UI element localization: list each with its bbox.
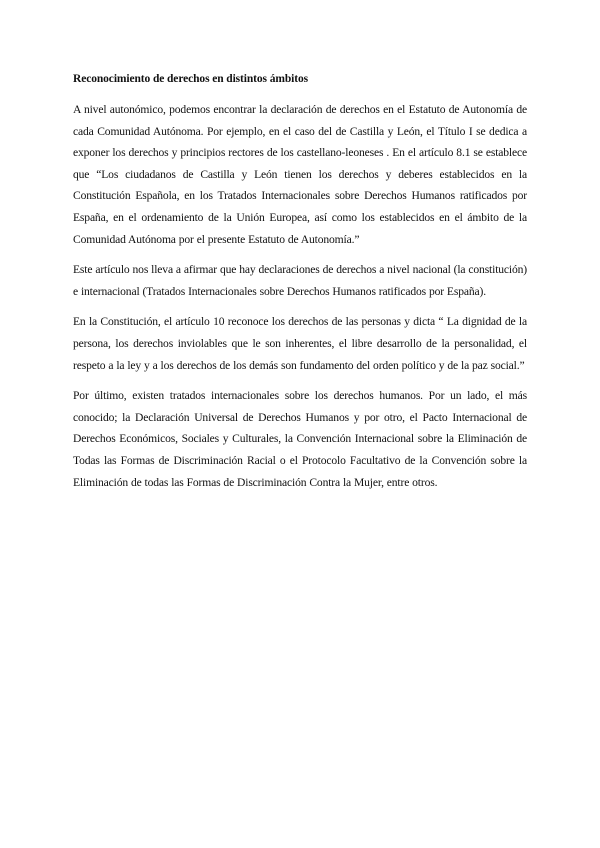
section-heading: Reconocimiento de derechos en distintos ámbitos [73,73,308,85]
paragraph-constitution: En la Constitución, el artículo 10 reconoce los derechos de las personas y dicta “ La dignidad de la persona, los derechos inviolables que le son inherentes, el libre desarrollo de la personalidad, el respeto a la ley y a los derechos de los demás son fundamento del orden político y de la paz social.” [73,315,527,372]
paragraph-treaties: Por último, existen tratados internacionales sobre los derechos humanos. Por un lado, el más conocido; la Declaración Universal de Derechos Humanos y por otro, el Pacto Internacional de Derechos Económicos, Sociales y Culturales, la Convención Internacional sobre la Eliminación de Todas las Formas de Discriminación Racial o el Protocolo Facultativo de la Convención sobre la Eliminación de todas las Formas de Discriminación Contra la Mujer, entre otros. [73,389,527,489]
document-body [73,71,527,502]
paragraph-national-international: Este artículo nos lleva a afirmar que hay declaraciones de derechos a nivel nacional (la constitución) e internacional (Tratados Internacionales sobre Derechos Humanos ratificados por España). [73,263,527,298]
paragraph-autonomic: A nivel autonómico, podemos encontrar la declaración de derechos en el Estatuto de Autonomía de cada Comunidad Autónoma. Por ejemplo, en el caso del de Castilla y León, el Título I se dedica a exponer los derechos y principios rectores de los castellano-leoneses . En el artículo 8.1 se establece que “Los ciudadanos de Castilla y León tienen los derechos y deberes establecidos en la Constitución Española, en los Tratados Internacionales sobre Derechos Humanos ratificados por España, en el ordenamiento de la Unión Europea, así como los establecidos en el ámbito de la Comunidad Autónoma por el presente Estatuto de Autonomía.” [73,103,527,246]
